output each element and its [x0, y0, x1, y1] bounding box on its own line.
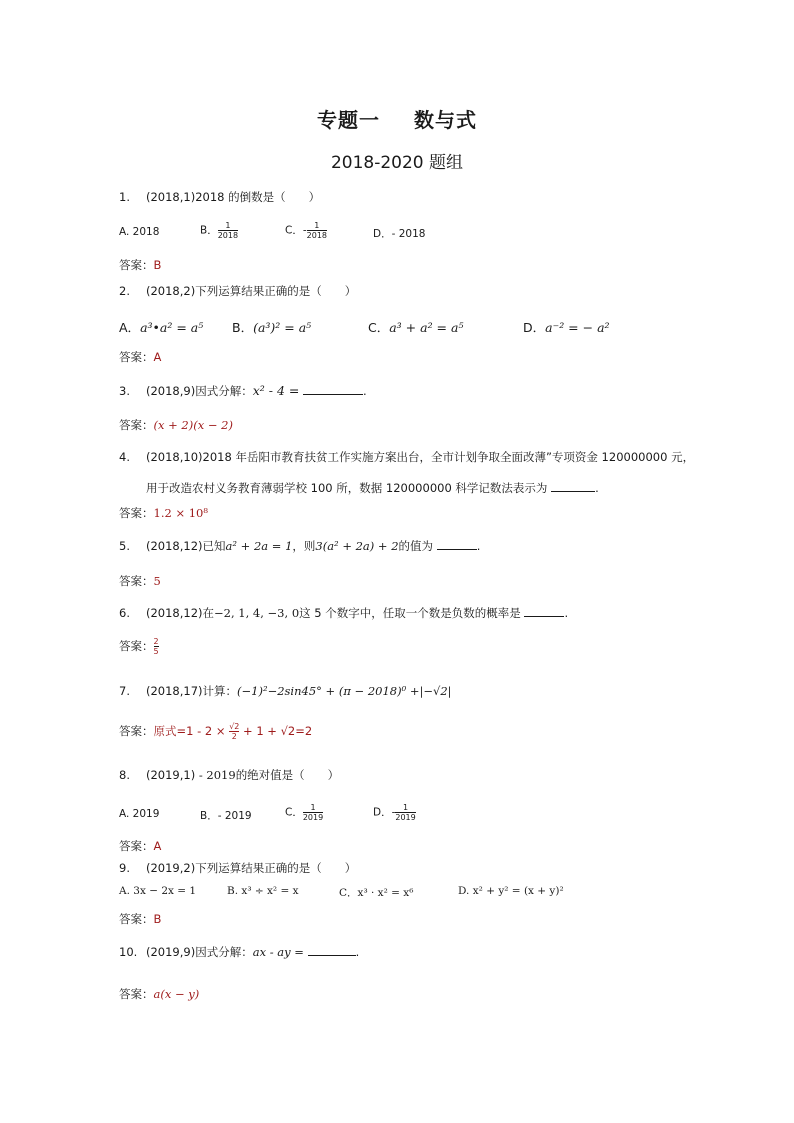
fraction: $\frac{1}{2019}$: [302, 803, 324, 822]
option-b: B． $\frac{1}{2018}$: [200, 221, 239, 240]
answer-9: 答案：B: [119, 912, 162, 926]
question-9: 9. (2019,2)下列运算结果正确的是（ ）: [119, 861, 357, 875]
fraction: $\frac{1}{2019}$: [395, 803, 416, 822]
question-5: 5. (2018,12)已知a² + 2a = 1，则3(a² + 2a) + 2的值为 .: [119, 539, 481, 553]
answer-blank[interactable]: [308, 944, 356, 956]
option-a: A．a³•a² = a⁵: [119, 320, 204, 335]
option-d: D．a⁻² = − a²: [523, 320, 610, 335]
title-part2: 数与式: [414, 108, 477, 132]
title-part1: 专题一: [317, 108, 380, 132]
answer-5: 答案：5: [119, 574, 161, 588]
question-7: 7. (2018,17)计算：(−1)²−2sin45° + (π − 2018)⁰ +|−√2|: [119, 684, 452, 698]
option-c: C． $\frac{1}{2019}$: [285, 803, 324, 822]
answer-7: 答案：原式=1 - 2 × $\frac{√2}{2}$ + 1 + √2=2: [119, 722, 313, 741]
option-c: C．- $\frac{1}{2018}$: [285, 221, 327, 240]
option-d: D．- 2018: [373, 228, 426, 240]
question-8: 8. (2019,1) - 2019的绝对值是（ ）: [119, 768, 340, 782]
answer-10: 答案：a(x − y): [119, 987, 200, 1001]
question-1: [119, 189, 320, 205]
fraction: $\frac{2}{5}$: [153, 637, 159, 656]
answer-4: 答案：1.2 × 10⁸: [119, 506, 208, 520]
question-4: 4. (2018,10)2018 年岳阳市教育扶贫工作实施方案出台，全市计划争取全面改薄”专项资金 120000000 元，: [119, 450, 695, 464]
answer-2: 答案：A: [119, 350, 162, 364]
fraction: $\frac{1}{2018}$: [217, 221, 239, 240]
question-number: 1.: [119, 190, 130, 204]
question-2: 2. (2018,2)下列运算结果正确的是（ ）: [119, 284, 357, 298]
answer-1: 答案：B: [119, 258, 162, 272]
option-b: B. x³ ÷ x² = x: [227, 885, 299, 897]
answer-3: 答案：(x + 2)(x − 2): [119, 418, 233, 432]
option-b: B．- 2019: [200, 810, 252, 822]
answer-blank[interactable]: [524, 605, 564, 617]
answer-6: 答案： $\frac{2}{5}$: [119, 637, 159, 656]
question-3: 3. (2018,9)因式分解：x² - 4 = .: [119, 383, 367, 398]
question-6: 6. (2018,12)在−2, 1, 4, −3, 0这 5 个数字中，任取一个数是负数的概率是 .: [119, 606, 569, 620]
option-c: C．a³ + a² = a⁵: [368, 320, 464, 335]
question-10: 10. (2019,9)因式分解：ax - ay = .: [119, 945, 360, 959]
question-4-line2: 用于改造农村义务教育薄弱学校 100 所，数据 120000000 科学记数法表示为 .: [146, 481, 599, 495]
question-stem: (2018,1)2018 的倒数是（ ）: [146, 190, 321, 204]
option-d: D．- $\frac{1}{2019}$: [373, 803, 416, 822]
option-a: A. 2018: [119, 226, 160, 238]
answer-blank[interactable]: [437, 538, 477, 550]
option-b: B．(a³)² = a⁵: [232, 320, 312, 335]
option-c: C．x³ · x² = x⁶: [339, 887, 414, 899]
fraction: $\frac{1}{2018}$: [306, 221, 327, 240]
answer-blank[interactable]: [551, 480, 595, 492]
page-subtitle: 2018-2020 题组: [330, 153, 464, 173]
option-a: A. 2019: [119, 808, 160, 820]
answer-blank[interactable]: [303, 383, 363, 395]
fraction: $\frac{√2}{2}$: [229, 722, 240, 741]
answer-8: 答案：A: [119, 839, 162, 853]
page-title: [0, 104, 794, 133]
option-d: D. x² + y² = (x + y)²: [458, 885, 564, 897]
option-a: A. 3x − 2x = 1: [119, 885, 197, 897]
